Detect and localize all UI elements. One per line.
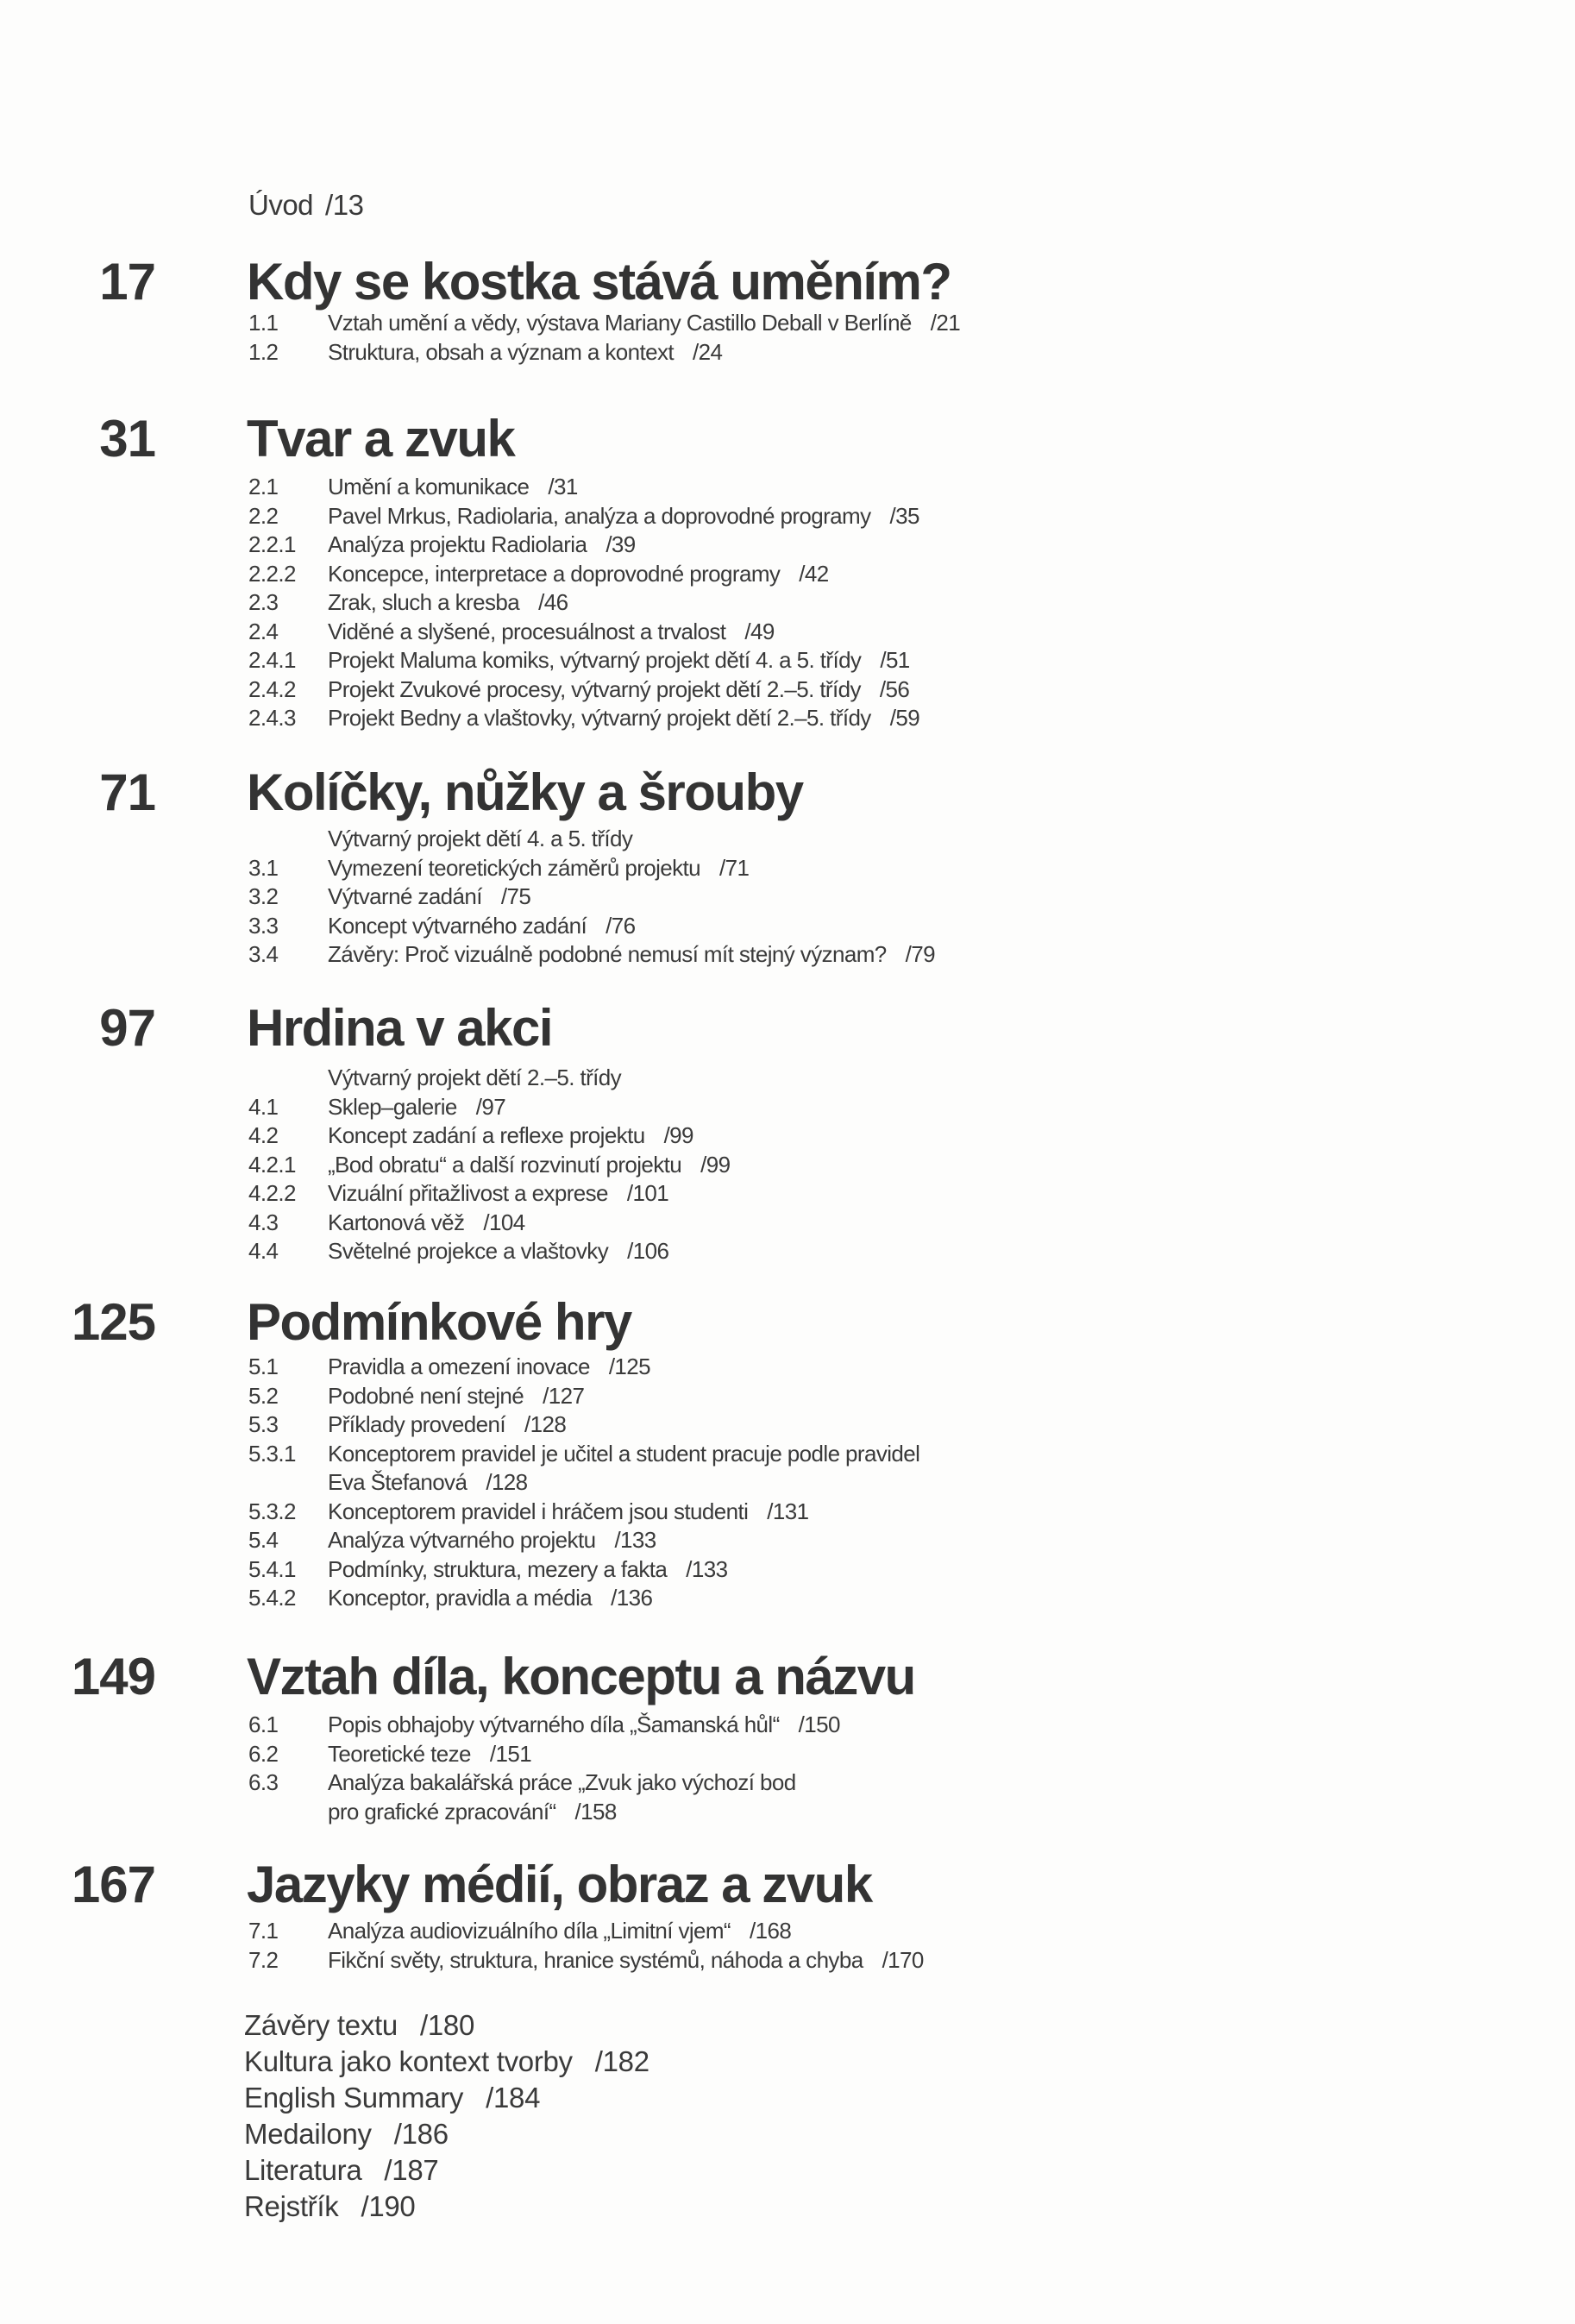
- toc-item[interactable]: [248, 646, 919, 675]
- backmatter-page: /186: [393, 2118, 449, 2150]
- toc-item[interactable]: [248, 1440, 919, 1498]
- item-number: 6.2: [248, 1740, 279, 1767]
- item-text: Umění a komunikace: [328, 474, 530, 499]
- item-text: Světelné projekce a vlaštovky: [328, 1238, 609, 1264]
- backmatter-label: Rejstřík: [244, 2190, 339, 2222]
- item-text: Vztah umění a vědy, výstava Mariany Castillo Deball v Berlíně: [328, 310, 912, 336]
- item-text: Konceptorem pravidel je učitel a student pracuje podle pravidel: [328, 1440, 920, 1467]
- chapter-items: [248, 1353, 919, 1613]
- toc-item[interactable]: [248, 1151, 731, 1180]
- item-number: 3.4: [248, 941, 279, 967]
- chapter-number: 149: [71, 1648, 155, 1705]
- item-text: Projekt Bedny a vlaštovky, výtvarný projekt dětí 2.–5. třídy: [328, 705, 871, 731]
- backmatter-item[interactable]: [244, 2116, 649, 2152]
- item-page: /128: [486, 1469, 528, 1495]
- chapter-items: [248, 1064, 731, 1266]
- toc-item[interactable]: [248, 1711, 840, 1740]
- toc-item[interactable]: [248, 1093, 731, 1122]
- chapter-subtitle: Výtvarný projekt dětí 2.–5. třídy: [328, 1065, 622, 1090]
- item-page: /104: [483, 1209, 525, 1235]
- toc-item[interactable]: [248, 854, 935, 883]
- chapter-title[interactable]: Podmínkové hry: [247, 1293, 631, 1351]
- item-page: /131: [767, 1498, 809, 1524]
- item-number: 5.4.2: [248, 1585, 296, 1611]
- toc-item[interactable]: [248, 1410, 919, 1440]
- intro-page: /13: [325, 189, 364, 221]
- toc-item[interactable]: [248, 588, 919, 618]
- item-page: /24: [693, 338, 723, 365]
- item-page: /39: [606, 531, 636, 557]
- toc-item[interactable]: [248, 1917, 924, 1946]
- item-number: 6.3: [248, 1769, 279, 1795]
- chapter-number: 71: [99, 763, 155, 821]
- item-text: Konceptorem pravidel i hráčem jsou studenti: [328, 1498, 749, 1524]
- item-text: Pravidla a omezení inovace: [328, 1354, 590, 1379]
- chapter-items: [248, 309, 960, 367]
- item-text: Příklady provedení: [328, 1411, 505, 1437]
- item-text: Projekt Maluma komiks, výtvarný projekt dětí 4. a 5. třídy: [328, 647, 862, 673]
- chapter-number: 97: [99, 999, 155, 1057]
- chapter-title[interactable]: Hrdina v akci: [247, 999, 553, 1057]
- chapter-items: [248, 825, 935, 970]
- item-page: /127: [543, 1382, 585, 1409]
- backmatter-item[interactable]: [244, 2189, 649, 2225]
- item-text: Analýza bakalářská práce „Zvuk jako výchozí bod: [328, 1769, 796, 1795]
- toc-item[interactable]: [248, 940, 935, 970]
- chapter-subtitle: Výtvarný projekt dětí 4. a 5. třídy: [328, 826, 633, 851]
- item-page: /21: [930, 310, 961, 336]
- item-page: /99: [663, 1122, 693, 1148]
- toc-item[interactable]: [248, 473, 919, 502]
- toc-item[interactable]: [248, 1555, 919, 1585]
- item-page: /46: [538, 589, 568, 615]
- item-page: /76: [606, 912, 636, 939]
- toc-item[interactable]: [248, 618, 919, 647]
- item-page: /168: [750, 1918, 792, 1944]
- toc-item[interactable]: [248, 1740, 840, 1769]
- backmatter-page: /190: [361, 2190, 416, 2222]
- toc-item[interactable]: [248, 560, 919, 589]
- chapter-number: 167: [71, 1856, 155, 1913]
- item-text-continued: pro grafické zpracování“: [328, 1798, 556, 1825]
- item-page: /133: [614, 1527, 656, 1553]
- item-page: /151: [489, 1740, 532, 1767]
- item-number: 7.2: [248, 1946, 279, 1973]
- chapter-number: 17: [99, 253, 155, 311]
- toc-item[interactable]: [248, 1353, 919, 1382]
- toc-item[interactable]: [248, 502, 919, 531]
- backmatter-label: Literatura: [244, 2154, 362, 2186]
- item-page: /42: [799, 560, 829, 587]
- item-text: Sklep–galerie: [328, 1093, 457, 1120]
- item-text: Analýza výtvarného projektu: [328, 1527, 596, 1553]
- backmatter-item[interactable]: [244, 2044, 649, 2080]
- item-page: /31: [548, 474, 578, 499]
- item-text: Podmínky, struktura, mezery a fakta: [328, 1555, 668, 1582]
- toc-item[interactable]: [248, 882, 935, 912]
- item-text: Podobné není stejné: [328, 1382, 524, 1409]
- item-text: Vizuální přitažlivost a exprese: [328, 1180, 608, 1206]
- toc-item[interactable]: [248, 1946, 924, 1975]
- item-number: 2.3: [248, 589, 279, 615]
- item-number: 2.4.2: [248, 675, 296, 702]
- toc-item[interactable]: [248, 309, 960, 338]
- item-number: 7.1: [248, 1918, 279, 1944]
- backmatter-list: [244, 2007, 649, 2225]
- item-number: 4.1: [248, 1093, 279, 1120]
- item-page: /150: [798, 1712, 840, 1737]
- item-number: 4.2.1: [248, 1151, 296, 1178]
- item-number: 5.1: [248, 1354, 279, 1379]
- chapter-title[interactable]: Tvar a zvuk: [247, 410, 515, 468]
- backmatter-label: Medailony: [244, 2118, 372, 2150]
- item-number: 5.4: [248, 1527, 279, 1553]
- backmatter-item[interactable]: [244, 2080, 649, 2116]
- backmatter-label: Kultura jako kontext tvorby: [244, 2045, 573, 2077]
- chapter-items: [248, 473, 919, 733]
- item-page: /71: [719, 854, 750, 881]
- item-number: 5.3.1: [248, 1440, 296, 1467]
- item-page: /106: [627, 1238, 669, 1264]
- toc-item[interactable]: [248, 1121, 731, 1151]
- backmatter-page: /180: [419, 2009, 474, 2041]
- backmatter-label: English Summary: [244, 2082, 464, 2114]
- item-number: 5.4.1: [248, 1555, 296, 1582]
- item-text: Konceptor, pravidla a média: [328, 1585, 593, 1611]
- toc-item[interactable]: [248, 1237, 731, 1266]
- item-text: Fikční světy, struktura, hranice systémů, náhoda a chyba: [328, 1946, 863, 1973]
- item-number: 2.1: [248, 474, 279, 499]
- item-page: /99: [700, 1151, 731, 1178]
- chapter-title[interactable]: Vztah díla, konceptu a názvu: [247, 1648, 915, 1705]
- toc-item[interactable]: [248, 531, 919, 560]
- backmatter-item[interactable]: [244, 2152, 649, 2189]
- item-page: /79: [905, 941, 935, 967]
- item-number: 3.2: [248, 883, 279, 909]
- backmatter-label: Závěry textu: [244, 2009, 398, 2041]
- chapter-title[interactable]: Kolíčky, nůžky a šrouby: [247, 763, 803, 821]
- toc-item[interactable]: [248, 912, 935, 941]
- intro-label: Úvod: [248, 189, 314, 221]
- item-text: Vymezení teoretických záměrů projektu: [328, 854, 701, 881]
- toc-item[interactable]: [248, 1209, 731, 1238]
- item-number: 4.4: [248, 1238, 279, 1264]
- item-page: /136: [611, 1585, 653, 1611]
- toc-item[interactable]: [248, 1584, 919, 1613]
- item-text: Viděné a slyšené, procesuálnost a trvalost: [328, 618, 726, 644]
- item-text: Koncept zadání a reflexe projektu: [328, 1122, 645, 1148]
- item-text: Teoretické teze: [328, 1740, 471, 1767]
- chapter-title[interactable]: Kdy se kostka stává uměním?: [247, 253, 951, 311]
- item-number: 2.4.1: [248, 647, 296, 673]
- item-text: Koncepce, interpretace a doprovodné programy: [328, 560, 781, 587]
- item-page: /75: [500, 883, 531, 909]
- item-page: /101: [626, 1180, 669, 1206]
- item-page: /35: [889, 502, 919, 529]
- item-number: 2.2.2: [248, 560, 296, 587]
- chapter-number: 125: [71, 1293, 155, 1351]
- item-number: 3.1: [248, 854, 279, 881]
- item-text: Analýza audiovizuálního díla „Limitní vjem“: [328, 1918, 731, 1944]
- item-text: Pavel Mrkus, Radiolaria, analýza a doprovodné programy: [328, 502, 871, 529]
- item-page: /49: [744, 618, 775, 644]
- backmatter-page: /187: [384, 2154, 439, 2186]
- toc-item[interactable]: [248, 1768, 840, 1826]
- toc-item[interactable]: [248, 704, 919, 733]
- item-text: „Bod obratu“ a další rozvinutí projektu: [328, 1151, 682, 1178]
- item-page: /97: [475, 1093, 506, 1120]
- item-page: /51: [880, 647, 910, 673]
- item-page: /133: [686, 1555, 728, 1582]
- item-text: Výtvarné zadání: [328, 883, 482, 909]
- backmatter-page: /182: [594, 2045, 649, 2077]
- item-number: 3.3: [248, 912, 279, 939]
- item-text: Koncept výtvarného zadání: [328, 912, 587, 939]
- item-text: Popis obhajoby výtvarného díla „Šamanská hůl“: [328, 1712, 780, 1737]
- toc-item[interactable]: [248, 1179, 731, 1209]
- item-page: /125: [608, 1354, 651, 1379]
- item-number: 4.2.2: [248, 1180, 296, 1206]
- chapter-items: [248, 1917, 924, 1975]
- item-text: Zrak, sluch a kresba: [328, 589, 520, 615]
- toc-item[interactable]: [248, 675, 919, 705]
- item-page: /170: [882, 1946, 924, 1973]
- item-text: Projekt Zvukové procesy, výtvarný projekt dětí 2.–5. třídy: [328, 675, 861, 702]
- chapter-items: [248, 1711, 840, 1826]
- item-number: 2.2: [248, 502, 279, 529]
- item-page: /158: [574, 1798, 617, 1825]
- toc-item[interactable]: [248, 338, 960, 367]
- item-number: 2.4: [248, 618, 279, 644]
- item-text-continued: Eva Štefanová: [328, 1469, 467, 1495]
- item-page: /128: [524, 1411, 567, 1437]
- toc-item[interactable]: [248, 1382, 919, 1411]
- item-number: 4.2: [248, 1122, 279, 1148]
- item-page: /59: [889, 705, 920, 731]
- toc-item[interactable]: [248, 1526, 919, 1555]
- item-number: 1.1: [248, 310, 279, 336]
- item-text: Analýza projektu Radiolaria: [328, 531, 587, 557]
- item-number: 2.4.3: [248, 705, 296, 731]
- toc-intro-entry[interactable]: [248, 188, 363, 223]
- item-number: 1.2: [248, 338, 279, 365]
- item-number: 6.1: [248, 1712, 279, 1737]
- item-page: /56: [879, 675, 910, 702]
- item-number: 4.3: [248, 1209, 279, 1235]
- chapter-title[interactable]: Jazyky médií, obraz a zvuk: [247, 1856, 872, 1913]
- item-text: Závěry: Proč vizuálně podobné nemusí mít stejný význam?: [328, 941, 887, 967]
- backmatter-page: /184: [486, 2082, 541, 2114]
- toc-item[interactable]: [248, 1498, 919, 1527]
- item-text: Kartonová věž: [328, 1209, 465, 1235]
- backmatter-item[interactable]: [244, 2007, 649, 2044]
- item-number: 5.2: [248, 1382, 279, 1409]
- item-number: 5.3: [248, 1411, 279, 1437]
- item-number: 2.2.1: [248, 531, 296, 557]
- item-text: Struktura, obsah a význam a kontext: [328, 338, 674, 365]
- chapter-number: 31: [99, 410, 155, 468]
- item-number: 5.3.2: [248, 1498, 296, 1524]
